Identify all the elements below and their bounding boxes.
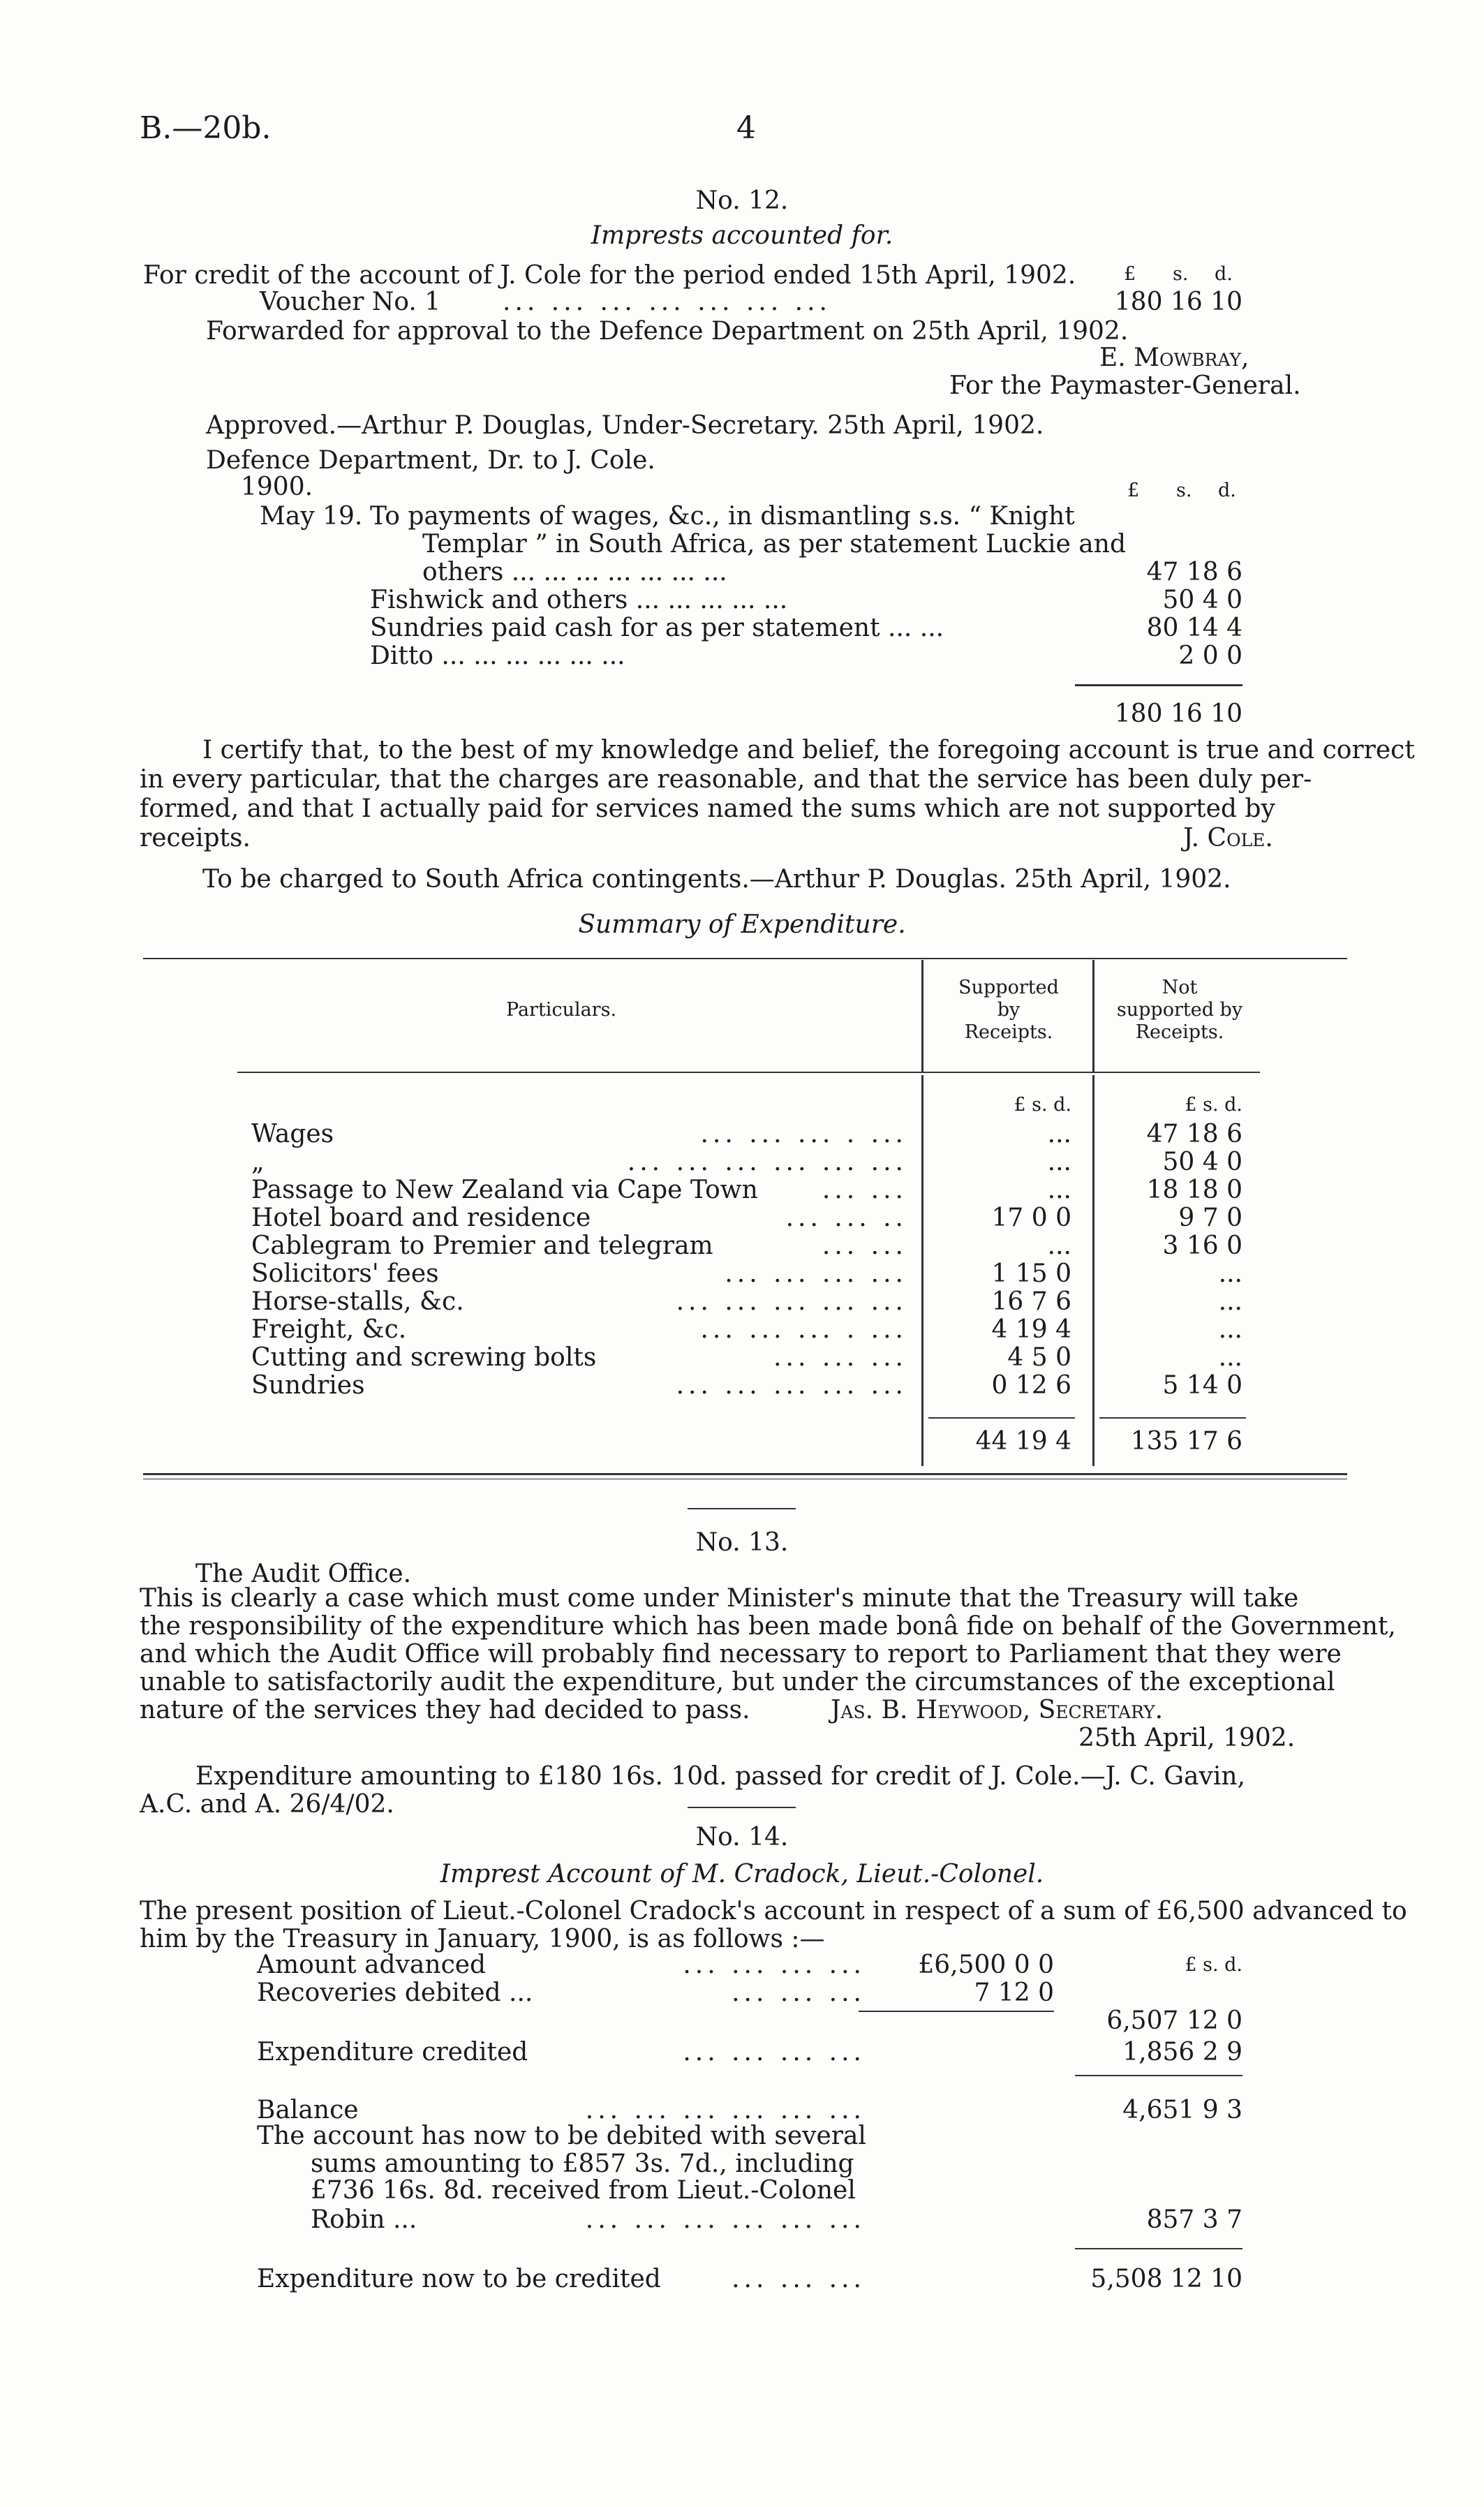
table-col-divider [1092, 960, 1095, 1072]
no14-row-label: Amount advanced [257, 1951, 487, 1979]
section-rule [688, 1807, 796, 1808]
summary-row-dots: ... ... ... . ... [700, 1120, 907, 1148]
summary-row-not-supported: ... [1218, 1287, 1242, 1316]
voucher-dots: ... ... ... ... ... ... ... [503, 288, 831, 316]
summary-row-dots: ... ... .. [785, 1204, 907, 1232]
no14-row-dots: ... ... ... ... ... ... [585, 2205, 866, 2234]
account-item-text: Ditto ... ... ... ... ... ... [370, 642, 625, 670]
section-subtitle-no14: Imprest Account of M. Cradock, Lieut.-Colonel. [440, 1860, 1044, 1888]
no14-paragraph: him by the Treasury in January, 1900, is as follows :— [140, 1925, 825, 1953]
forwarded-line: Forwarded for approval to the Defence Department on 25th April, 1902. [206, 317, 1129, 346]
summary-currency-not: £ s. d. [1185, 1094, 1242, 1116]
no13-addressee: The Audit Office. [195, 1560, 412, 1588]
account-currency-s: s. [1176, 480, 1192, 501]
summary-row-not-supported: ... [1218, 1343, 1242, 1372]
summary-row-dots: ... ... ... ... [725, 1259, 907, 1288]
summary-row-dots: ... ... ... ... ... ... [627, 1148, 907, 1176]
col-header-supported: Receipts. [964, 1021, 1053, 1043]
total-rule [1075, 684, 1242, 686]
signer-title: For the Paymaster-General. [949, 371, 1301, 400]
account-year: 1900. [241, 473, 313, 501]
page-number: 4 [736, 110, 756, 146]
account-currency: £ [1127, 480, 1140, 501]
account-item-amount: 47 18 6 [1146, 558, 1242, 586]
col-header-not-supported: Not [1162, 977, 1198, 998]
no14-row-dots: ... ... ... ... ... ... [585, 2096, 866, 2124]
summary-row-dots: ... ... [822, 1232, 907, 1260]
summary-row-label: Horse-stalls, &c. [251, 1287, 464, 1316]
voucher-label: Voucher No. 1 [260, 288, 441, 316]
no14-row-label: Robin ... [311, 2205, 417, 2234]
no14-row-amount: 5,508 12 10 [1090, 2265, 1242, 2293]
summary-row-not-supported: ... [1218, 1259, 1242, 1288]
section-title-no13: No. 13. [695, 1528, 789, 1557]
certify-signature: J. Cole. [1183, 824, 1273, 852]
summary-row-supported: 16 7 6 [991, 1287, 1071, 1316]
summary-row-supported: ... [1047, 1232, 1071, 1260]
summary-row-dots: ... ... ... [773, 1343, 907, 1372]
voucher-amount: 180 16 10 [1114, 288, 1242, 316]
summary-total-sup: 44 19 4 [975, 1427, 1071, 1456]
no13-paragraph: and which the Audit Office will probably find necessary to report to Parliament that they were [140, 1640, 1342, 1669]
no14-row-label: Expenditure now to be credited [257, 2265, 661, 2293]
account-item-amount: 50 4 0 [1162, 586, 1242, 614]
summary-row-dots: ... ... ... ... ... [676, 1371, 907, 1400]
summary-title: Summary of Expenditure. [578, 910, 906, 939]
certify-line: formed, and that I actually paid for services named the sums which are not supported by [140, 794, 1275, 823]
summary-row-dots: ... ... [822, 1176, 907, 1204]
summary-row-not-supported: ... [1218, 1315, 1242, 1344]
no13-signature: Jas. B. Heywood, Secretary. [831, 1696, 1164, 1724]
account-date: May 19. [260, 502, 363, 531]
summary-row-label: Freight, &c. [251, 1315, 407, 1344]
summary-row-dots: ... ... ... . ... [700, 1315, 907, 1344]
no14-row-label: £736 16s. 8d. received from Lieut.-Colonel [311, 2176, 856, 2205]
summary-row-not-supported: 9 7 0 [1178, 1204, 1242, 1232]
summary-total-not: 135 17 6 [1130, 1427, 1242, 1456]
summary-currency-sup: £ s. d. [1014, 1094, 1071, 1116]
no14-row-amount: 857 3 7 [1146, 2205, 1242, 2234]
no13-paragraph: This is clearly a case which must come under Minister's minute that the Treasury will take [140, 1584, 1299, 1613]
no14-row-mid-amount: £6,500 0 0 [918, 1951, 1054, 1979]
account-item-text: Sundries paid cash for as per statement ... ... [370, 614, 944, 642]
table-bottom-rule [143, 1473, 1347, 1475]
currency-shilling: s. [1173, 263, 1189, 285]
summary-row-label: Sundries [251, 1371, 365, 1400]
no14-row-label: sums amounting to £857 3s. 7d., including [311, 2150, 854, 2178]
account-head: Defence Department, Dr. to J. Cole. [206, 446, 655, 475]
account-item-text: Fishwick and others ... ... ... ... ... [370, 586, 788, 614]
summary-row-supported: 4 19 4 [991, 1315, 1071, 1344]
col-header-not-supported: supported by [1116, 999, 1243, 1021]
col-header-not-supported: Receipts. [1135, 1021, 1224, 1043]
account-item-text: To payments of wages, &c., in dismantling s.s. “ Knight [370, 502, 1075, 531]
certify-line: in every particular, that the charges are reasonable, and that the service has been duly per- [140, 765, 1312, 794]
document-reference: B.—20b. [140, 110, 272, 146]
no13-paragraph: the responsibility of the expenditure which has been made bonâ fide on behalf of the Government, [140, 1612, 1396, 1641]
approved-line: Approved.—Arthur P. Douglas, Under-Secretary. 25th April, 1902. [206, 411, 1044, 440]
summary-total-rule-not [1099, 1417, 1246, 1419]
summary-row-not-supported: 47 18 6 [1146, 1120, 1242, 1148]
no13-paragraph: nature of the services they had decided to pass. [140, 1696, 750, 1724]
account-item-amount: 2 0 0 [1178, 642, 1242, 670]
no14-row-dots: ... ... ... ... [683, 2038, 866, 2066]
summary-row-not-supported: 3 16 0 [1162, 1232, 1242, 1260]
no14-rule [859, 2011, 1054, 2012]
summary-row-label: „ [251, 1148, 265, 1176]
no14-row-label: The account has now to be debited with several [257, 2122, 866, 2150]
section-rule [688, 1508, 796, 1509]
no14-rule [1075, 2075, 1242, 2076]
no14-row-dots: ... ... ... [732, 1979, 866, 2007]
section-title-no12: No. 12. [695, 186, 789, 215]
no14-row-label: Expenditure credited [257, 2038, 528, 2066]
credit-line: For credit of the account of J. Cole for the period ended 15th April, 1902. [143, 261, 1076, 290]
summary-row-supported: ... [1047, 1120, 1071, 1148]
no14-row-dots: ... ... ... ... [683, 1951, 866, 1979]
section-subtitle-no12: Imprests accounted for. [591, 221, 893, 250]
summary-row-supported: 1 15 0 [991, 1259, 1071, 1288]
summary-row-supported: 0 12 6 [991, 1371, 1071, 1400]
no14-rule [1075, 2248, 1242, 2249]
certify-line: I certify that, to the best of my knowledge and belief, the foregoing account is true and correct [202, 736, 1415, 764]
no14-paragraph: The present position of Lieut.-Colonel Cradock's account in respect of a sum of £6,500 advanced to [140, 1897, 1407, 1925]
no14-row-label: Recoveries debited ... [257, 1979, 533, 2007]
section-title-no14: No. 14. [695, 1823, 789, 1851]
col-header-particulars: Particulars. [506, 999, 617, 1021]
table-col-divider [921, 960, 923, 1072]
summary-total-rule-sup [928, 1417, 1075, 1419]
summary-row-label: Solicitors' fees [251, 1259, 439, 1288]
currency-pence: d. [1215, 263, 1233, 285]
no14-row-dots: ... ... ... [732, 2265, 866, 2293]
passed-line: Expenditure amounting to £180 16s. 10d. passed for credit of J. Cole.—J. C. Gavin, [195, 1762, 1246, 1791]
no13-date: 25th April, 1902. [1078, 1724, 1296, 1752]
summary-row-label: Hotel board and residence [251, 1204, 591, 1232]
passed-line: A.C. and A. 26/4/02. [140, 1790, 394, 1819]
summary-row-supported: ... [1047, 1148, 1071, 1176]
col-header-supported: by [997, 999, 1021, 1021]
charged-line: To be charged to South Africa contingents.—Arthur P. Douglas. 25th April, 1902. [202, 865, 1231, 894]
signer-name: E. Mowbray, [1099, 343, 1249, 372]
no14-row-amount: 4,651 9 3 [1122, 2096, 1242, 2124]
no14-currency: £ s. d. [1185, 1954, 1242, 1976]
account-item-text: others ... ... ... ... ... ... ... [422, 558, 727, 586]
no13-paragraph: unable to satisfactorily audit the expenditure, but under the circumstances of the exceptional [140, 1668, 1335, 1696]
summary-row-label: Cutting and screwing bolts [251, 1343, 597, 1372]
table-header-rule [237, 1072, 1260, 1073]
summary-row-supported: ... [1047, 1176, 1071, 1204]
summary-row-not-supported: 5 14 0 [1162, 1371, 1242, 1400]
no14-row-mid-amount: 7 12 0 [974, 1979, 1054, 2007]
summary-row-label: Passage to New Zealand via Cape Town [251, 1176, 758, 1204]
col-header-supported: Supported [958, 977, 1059, 998]
no14-row-label: Balance [257, 2096, 359, 2124]
table-top-rule [143, 958, 1347, 959]
summary-row-label: Cablegram to Premier and telegram [251, 1232, 713, 1260]
account-item-amount: 80 14 4 [1146, 614, 1242, 642]
summary-row-not-supported: 50 4 0 [1162, 1148, 1242, 1176]
no14-row-amount: 1,856 2 9 [1122, 2038, 1242, 2066]
account-item-text: Templar ” in South Africa, as per statement Luckie and [422, 530, 1126, 559]
summary-row-supported: 17 0 0 [991, 1204, 1071, 1232]
summary-row-label: Wages [251, 1120, 334, 1148]
certify-line: receipts. [140, 824, 251, 852]
account-currency-d: d. [1218, 480, 1236, 501]
currency-pound: £ [1124, 263, 1136, 285]
summary-row-supported: 4 5 0 [1007, 1343, 1071, 1372]
no14-row-amount: 6,507 12 0 [1106, 2006, 1242, 2035]
summary-row-not-supported: 18 18 0 [1146, 1176, 1242, 1204]
account-total: 180 16 10 [1114, 700, 1242, 728]
summary-row-dots: ... ... ... ... ... [676, 1287, 907, 1316]
